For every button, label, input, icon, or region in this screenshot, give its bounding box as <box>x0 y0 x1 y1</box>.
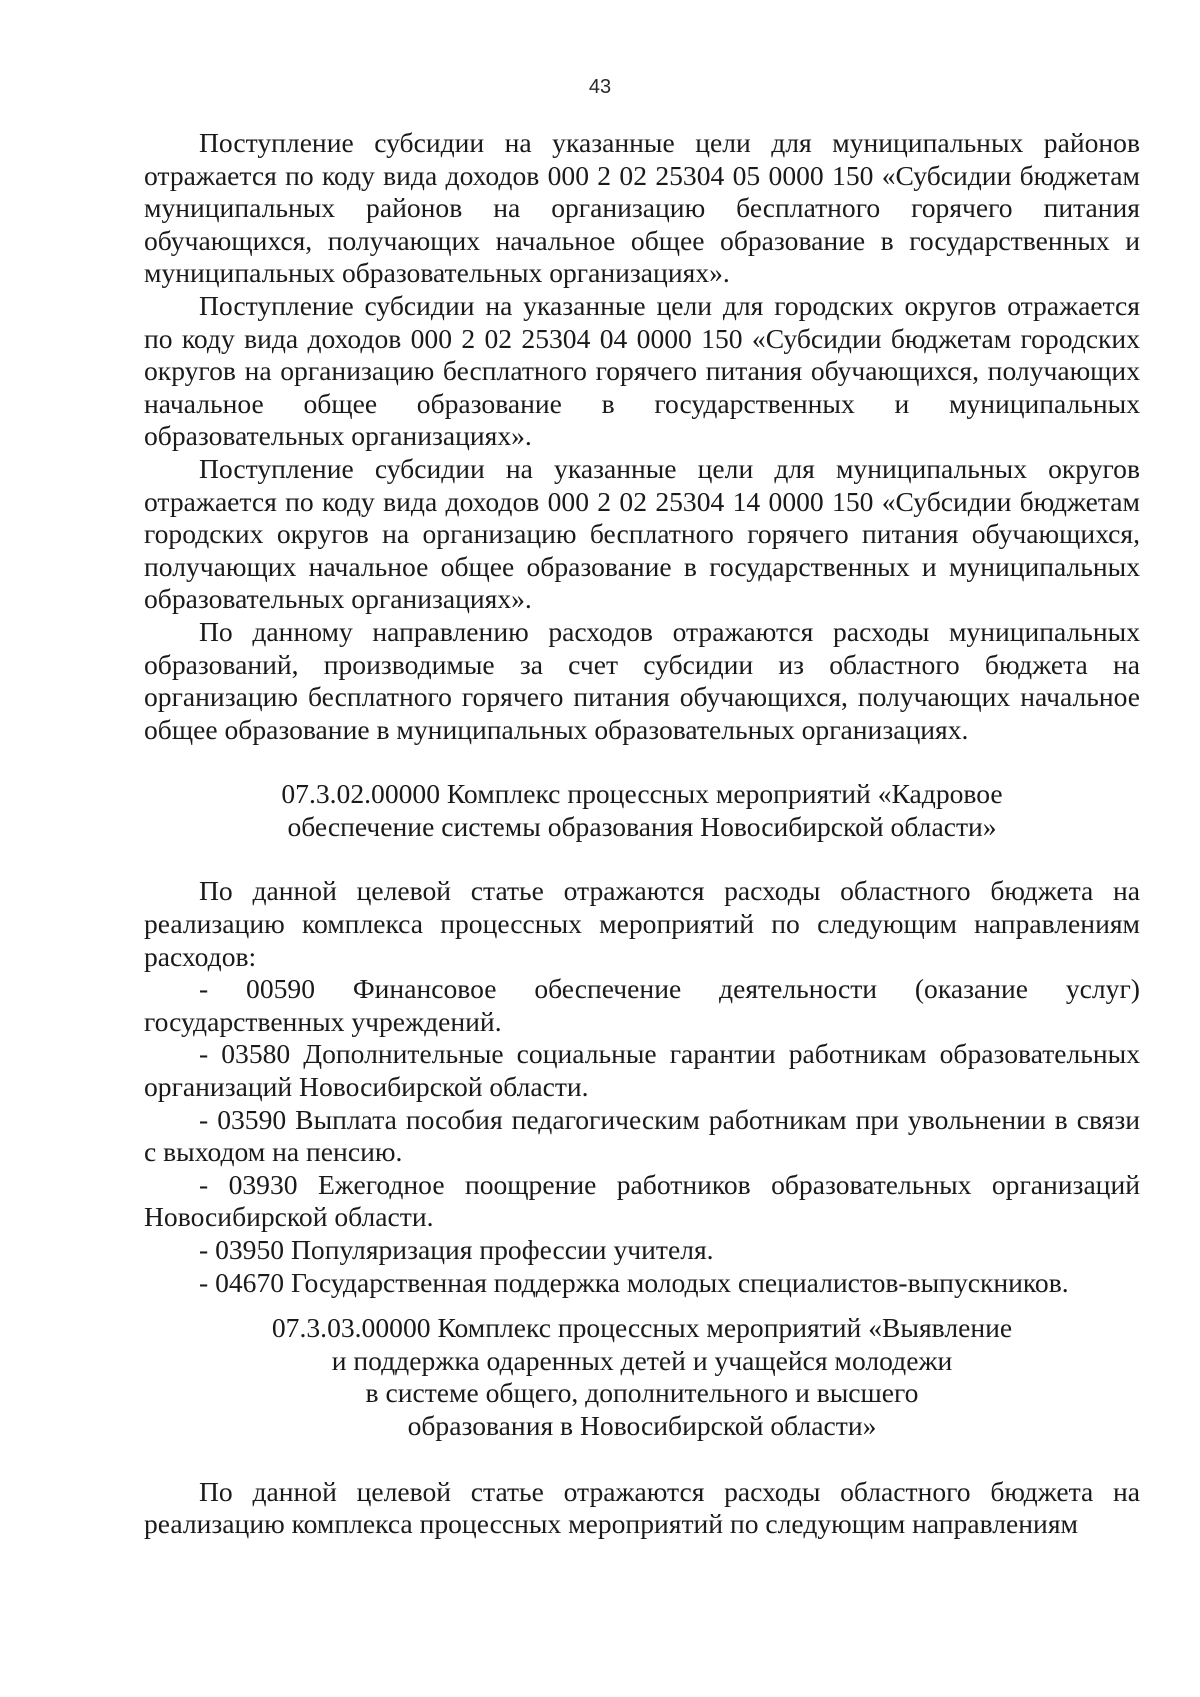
document-body <box>144 127 1140 1541</box>
paragraph: Поступление субсидии на указанные цели для муниципальных районов отражается по коду вида доходов 000 2 02 25304 05 0000 150 «Субсидии бюджетам муниципальных районов на организацию бесплатного горячего питания обучающихся, получающих начальное общее образование в государственных и муниципальных образовательных организациях». <box>144 127 1140 289</box>
heading-line: 07.3.03.00000 Комплекс процессных мероприятий «Выявление <box>271 1312 1013 1344</box>
section-heading <box>144 1312 1140 1442</box>
list-item: - 00590 Финансовое обеспечение деятельности (оказание услуг) государственных учреждений. <box>144 973 1140 1037</box>
section-heading <box>144 778 1140 843</box>
paragraph: По данной целевой статье отражаются расходы областного бюджета на реализацию комплекса процессных мероприятий по следующим направлениям расходов: <box>144 875 1140 972</box>
paragraph: По данному направлению расходов отражаются расходы муниципальных образований, производимые за счет субсидии из областного бюджета на организацию бесплатного горячего питания обучающихся, получающих начальное общее образование в муниципальных образовательных организациях. <box>144 615 1140 745</box>
page-number: 43 <box>588 76 612 98</box>
list-item: - 03950 Популяризация профессии учителя. <box>199 1234 714 1265</box>
heading-line: 07.3.02.00000 Комплекс процессных мероприятий «Кадровое <box>281 778 1003 810</box>
list-item: - 04670 Государственная поддержка молодых специалистов-выпускников. <box>199 1266 1069 1298</box>
heading-line: образования в Новосибирской области» <box>407 1409 877 1441</box>
heading-line: и поддержка одаренных детей и учащейся молодежи <box>331 1344 953 1376</box>
heading-line: обеспечение системы образования Новосибирской области» <box>287 810 997 842</box>
list-item: - 03930 Ежегодное поощрение работников образовательных организаций Новосибирской области. <box>144 1168 1140 1233</box>
paragraph: По данной целевой статье отражаются расходы областного бюджета на реализацию комплекса процессных мероприятий по следующим направлениям <box>144 1475 1140 1540</box>
heading-line: в системе общего, дополнительного и высшего <box>365 1377 919 1409</box>
list-item: - 03580 Дополнительные социальные гарантии работникам образовательных организаций Новосибирской области. <box>144 1038 1140 1103</box>
paragraph: Поступление субсидии на указанные цели для муниципальных округов отражается по коду вида доходов 000 2 02 25304 14 0000 150 «Субсидии бюджетам городских округов на организацию бесплатного горячего питания обучающихся, получающих начальное общее образование в государственных и муниципальных образовательных организациях». <box>144 452 1140 615</box>
list-item: - 03590 Выплата пособия педагогическим работникам при увольнении в связи с выходом на пенсию. <box>144 1103 1140 1168</box>
paragraph: Поступление субсидии на указанные цели для городских округов отражается по коду вида доходов 000 2 02 25304 04 0000 150 «Субсидии бюджетам городских округов на организацию бесплатного горячего питания обучающихся, получающих начальное общее образование в государственных и муниципальных образовательных организациях». <box>144 289 1140 452</box>
